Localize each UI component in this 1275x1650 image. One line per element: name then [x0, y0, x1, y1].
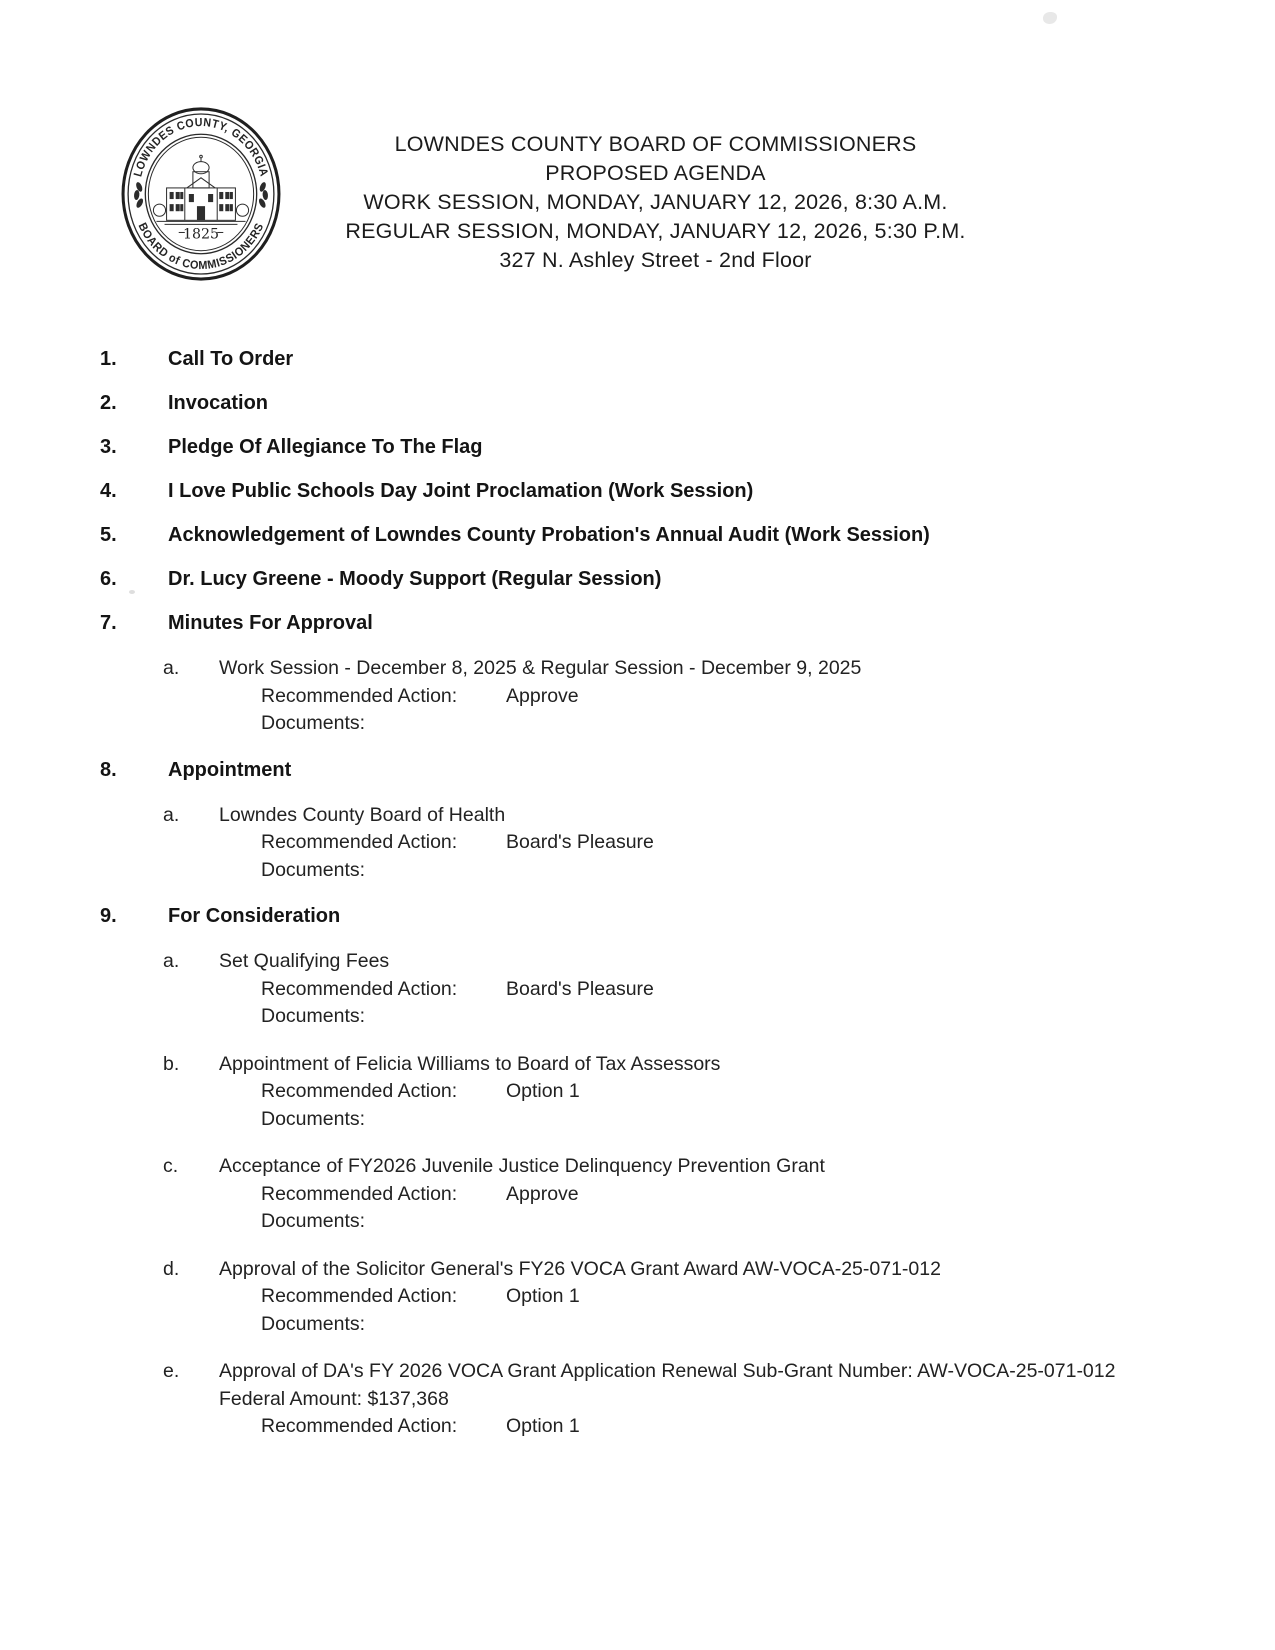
agenda-item	[100, 611, 1130, 738]
agenda-item	[100, 523, 1130, 547]
recommended-action-label: Recommended Action:	[261, 684, 458, 707]
header-org-line: LOWNDES COUNTY BOARD OF COMMISSIONERS	[394, 132, 917, 156]
recommended-action-label: Recommended Action:	[261, 977, 458, 1000]
agenda-item	[100, 391, 1130, 415]
header-title-line: PROPOSED AGENDA	[545, 161, 766, 185]
agenda-subitem	[163, 1358, 1130, 1441]
recommended-action-value: Option 1	[506, 1415, 580, 1437]
subitem-letter: a.	[163, 657, 180, 679]
recommended-action-label: Recommended Action:	[261, 1080, 458, 1102]
recommended-action-label: Recommended Action:	[261, 1415, 458, 1437]
agenda-subitem	[163, 948, 1130, 1031]
subitem-text: Appointment of Felicia Williams to Board of Tax Assessors	[219, 1052, 721, 1075]
agenda-item	[100, 347, 1130, 371]
item-number: 6.	[100, 568, 117, 590]
item-title: Appointment	[168, 758, 292, 781]
header-work-session-line: WORK SESSION, MONDAY, JANUARY 12, 2026, 8:30 A.M.	[363, 190, 948, 214]
subitem-text: Lowndes County Board of Health	[219, 803, 506, 826]
documents-label: Documents:	[261, 1107, 366, 1130]
recommended-action-label: Recommended Action:	[261, 831, 458, 853]
subitem-text: Acceptance of FY2026 Juvenile Justice Delinquency Prevention Grant	[219, 1155, 825, 1177]
item-title: Dr. Lucy Greene - Moody Support (Regular Session)	[168, 568, 662, 590]
document-header	[36, 130, 1275, 275]
agenda-subitem	[163, 655, 1130, 738]
item-title: Pledge Of Allegiance To The Flag	[168, 436, 483, 458]
item-number: 4.	[100, 480, 117, 502]
agenda-subitem	[163, 1256, 1130, 1339]
recommended-action-value: Board's Pleasure	[506, 977, 654, 1000]
item-number: 1.	[100, 348, 117, 370]
recommended-action-value: Approve	[506, 684, 579, 707]
item-number: 2.	[100, 392, 117, 414]
item-number: 7.	[100, 612, 117, 634]
agenda-subitem	[163, 1153, 1130, 1236]
header-regular-session-line: REGULAR SESSION, MONDAY, JANUARY 12, 2026, 5:30 P.M.	[345, 219, 966, 243]
recommended-action-value: Option 1	[506, 1080, 580, 1102]
header-address-line: 327 N. Ashley Street - 2nd Floor	[499, 248, 812, 272]
agenda-item	[100, 567, 1130, 591]
item-title: I Love Public Schools Day Joint Proclamation (Work Session)	[168, 480, 754, 502]
subitem-letter: e.	[163, 1360, 180, 1382]
item-title: Acknowledgement of Lowndes County Probation's Annual Audit (Work Session)	[168, 524, 930, 546]
seal-top-arc-text: LOWNDES COUNTY, GEORGIA	[131, 115, 271, 179]
documents-label: Documents:	[261, 858, 366, 881]
agenda-item	[100, 758, 1130, 885]
item-number: 3.	[100, 436, 117, 458]
subitem-text: Approval of DA's FY 2026 VOCA Grant Application Renewal Sub-Grant Number: AW-VOCA-25-071-012 Federal Amount: $137,368	[219, 1360, 1116, 1410]
seal-bottom-arc-text: BOARD of COMMISSIONERS	[135, 220, 267, 273]
subitem-text: Set Qualifying Fees	[219, 950, 390, 972]
recommended-action-value: Board's Pleasure	[506, 831, 654, 853]
seal-year: 1825	[182, 226, 220, 243]
item-number: 5.	[100, 524, 117, 546]
item-title: Call To Order	[168, 348, 294, 370]
recommended-action-label: Recommended Action:	[261, 1285, 458, 1307]
documents-label: Documents:	[261, 1005, 366, 1027]
recommended-action-value: Option 1	[506, 1285, 580, 1307]
agenda-item	[100, 479, 1130, 503]
subitem-letter: d.	[163, 1257, 180, 1280]
documents-label: Documents:	[261, 1312, 366, 1335]
item-number: 8.	[100, 758, 117, 781]
item-title: For Consideration	[168, 905, 341, 927]
subitem-text: Approval of the Solicitor General's FY26 VOCA Grant Award AW-VOCA-25-071-012	[219, 1257, 941, 1280]
item-title: Invocation	[168, 392, 269, 414]
agenda-subitem	[163, 802, 1130, 885]
item-number: 9.	[100, 905, 117, 927]
subitem-letter: b.	[163, 1052, 180, 1075]
agenda-item	[100, 435, 1130, 459]
agenda-subitem	[163, 1051, 1130, 1134]
subitem-letter: a.	[163, 950, 180, 972]
scan-artifact	[1043, 12, 1057, 24]
subitem-letter: c.	[163, 1155, 179, 1177]
recommended-action-label: Recommended Action:	[261, 1182, 458, 1205]
subitem-letter: a.	[163, 803, 180, 826]
agenda-list	[100, 347, 1130, 1461]
subitem-text: Work Session - December 8, 2025 & Regular Session - December 9, 2025	[219, 657, 862, 679]
agenda-item	[100, 904, 1130, 1441]
item-title: Minutes For Approval	[168, 612, 373, 634]
documents-label: Documents:	[261, 712, 366, 734]
recommended-action-value: Approve	[506, 1182, 579, 1205]
documents-label: Documents:	[261, 1210, 366, 1232]
